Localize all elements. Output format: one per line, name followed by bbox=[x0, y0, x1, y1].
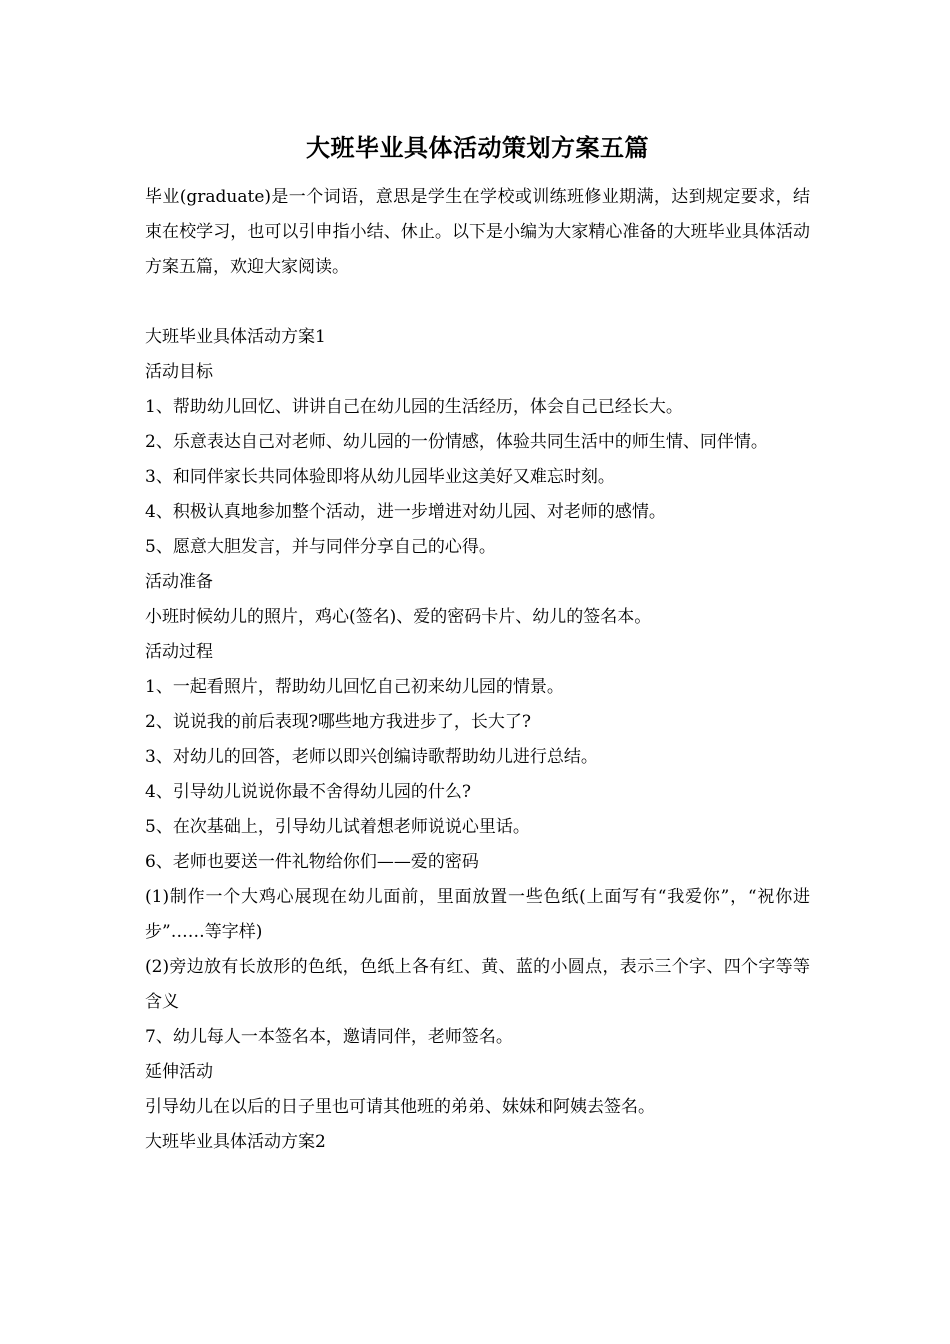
paragraph-spacer bbox=[145, 285, 810, 320]
document-title: 大班毕业具体活动策划方案五篇 bbox=[306, 133, 649, 162]
list-item: 3、对幼儿的回答，老师以即兴创编诗歌帮助幼儿进行总结。 bbox=[145, 747, 598, 767]
body-paragraph: 小班时候幼儿的照片，鸡心(签名)、爱的密码卡片、幼儿的签名本。 bbox=[145, 607, 652, 627]
list-item: 2、说说我的前后表现?哪些地方我进步了，长大了? bbox=[145, 712, 532, 732]
list-item: 7、幼儿每人一本签名本，邀请同伴，老师签名。 bbox=[145, 1027, 513, 1047]
list-item: (2)旁边放有长放形的色纸，色纸上各有红、黄、蓝的小圆点，表示三个字、四个字等等含义 bbox=[145, 957, 810, 1012]
body-paragraph: 引导幼儿在以后的日子里也可请其他班的弟弟、妹妹和阿姨去签名。 bbox=[145, 1097, 655, 1117]
subsection-heading: 活动过程 bbox=[145, 642, 213, 662]
section-heading: 大班毕业具体活动方案2 bbox=[145, 1132, 326, 1152]
list-item: 6、老师也要送一件礼物给你们——爱的密码 bbox=[145, 852, 479, 872]
document-page bbox=[145, 130, 810, 1160]
subsection-heading: 活动准备 bbox=[145, 572, 213, 592]
list-item: 4、引导幼儿说说你最不舍得幼儿园的什么? bbox=[145, 782, 471, 802]
list-item: 4、积极认真地参加整个活动，进一步增进对幼儿园、对老师的感情。 bbox=[145, 502, 666, 522]
section-heading: 大班毕业具体活动方案1 bbox=[145, 327, 326, 347]
subsection-heading: 延伸活动 bbox=[145, 1062, 213, 1082]
list-item: 5、愿意大胆发言，并与同伴分享自己的心得。 bbox=[145, 537, 496, 557]
list-item: 3、和同伴家长共同体验即将从幼儿园毕业这美好又难忘时刻。 bbox=[145, 467, 615, 487]
intro-paragraph: 毕业(graduate)是一个词语，意思是学生在学校或训练班修业期满，达到规定要求，结束在校学习，也可以引申指小结、休止。以下是小编为大家精心准备的大班毕业具体活动方案五篇，欢迎大家阅读。 bbox=[145, 187, 810, 277]
list-item: 1、帮助幼儿回忆、讲讲自己在幼儿园的生活经历，体会自己已经长大。 bbox=[145, 397, 683, 417]
subsection-heading: 活动目标 bbox=[145, 362, 213, 382]
list-item: 5、在次基础上，引导幼儿试着想老师说说心里话。 bbox=[145, 817, 530, 837]
list-item: 1、一起看照片，帮助幼儿回忆自己初来幼儿园的情景。 bbox=[145, 677, 564, 697]
list-item: (1)制作一个大鸡心展现在幼儿面前，里面放置一些色纸(上面写有“我爱你”，“祝你进步”……等字样) bbox=[145, 887, 810, 942]
list-item: 2、乐意表达自己对老师、幼儿园的一份情感，体验共同生活中的师生情、同伴情。 bbox=[145, 432, 768, 452]
document-body bbox=[145, 320, 810, 1160]
